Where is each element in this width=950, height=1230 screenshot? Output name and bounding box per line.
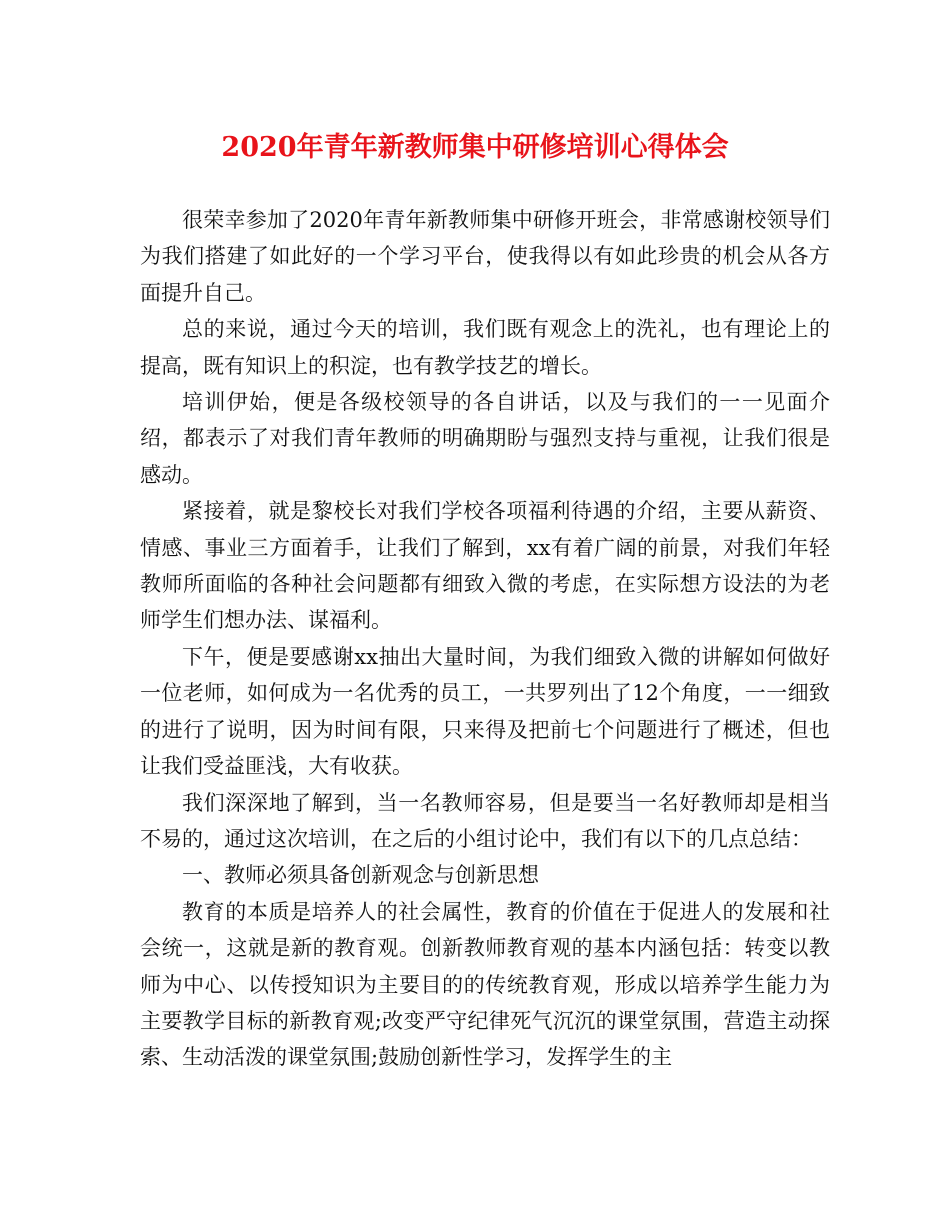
section-heading-1: 一、教师必须具备创新观念与创新思想: [182, 863, 539, 888]
paragraph-7: 教育的本质是培养人的社会属性，教育的价值在于促进人的发展和社会统一，这就是新的教育观。创新教师教育观的基本内涵包括：转变以教师为中心、以传授知识为主要目的的传统教育观，形成以培养学生能力为主要教学目标的新教育观;改变严守纪律死气沉沉的课堂氛围，营造主动探索、生动活泼的课堂氛围;鼓励创新性学习，发挥学生的主: [140, 899, 830, 1070]
document-body: [140, 202, 830, 1076]
paragraph-6: 我们深深地了解到，当一名教师容易，但是要当一名好教师却是相当不易的，通过这次培训，在之后的小组讨论中，我们有以下的几点总结：: [140, 790, 830, 851]
paragraph-2: 总的来说，通过今天的培训，我们既有观念上的洗礼，也有理论上的提高，既有知识上的积淀，也有教学技艺的增长。: [140, 317, 830, 378]
paragraph-5: 下午，便是要感谢xx抽出大量时间，为我们细致入微的讲解如何做好一位老师，如何成为一名优秀的员工，一共罗列出了12个角度，一一细致的进行了说明，因为时间有限，只来得及把前七个问题进行了概述，但也让我们受益匪浅，大有收获。: [140, 644, 830, 779]
document-title: 2020年青年新教师集中研修培训心得体会: [221, 132, 729, 163]
paragraph-3: 培训伊始，便是各级校领导的各自讲话，以及与我们的一一见面介绍，都表示了对我们青年教师的明确期盼与强烈支持与重视，让我们很是感动。: [140, 390, 830, 487]
paragraph-1: 很荣幸参加了2020年青年新教师集中研修开班会，非常感谢校领导们为我们搭建了如此好的一个学习平台，使我得以有如此珍贵的机会从各方面提升自己。: [140, 208, 830, 305]
paragraph-4: 紧接着，就是黎校长对我们学校各项福利待遇的介绍，主要从薪资、情感、事业三方面着手，让我们了解到，xx有着广阔的前景，对我们年轻教师所面临的各种社会问题都有细致入微的考虑，在实际想方设法的为老师学生们想办法、谋福利。: [140, 499, 830, 633]
